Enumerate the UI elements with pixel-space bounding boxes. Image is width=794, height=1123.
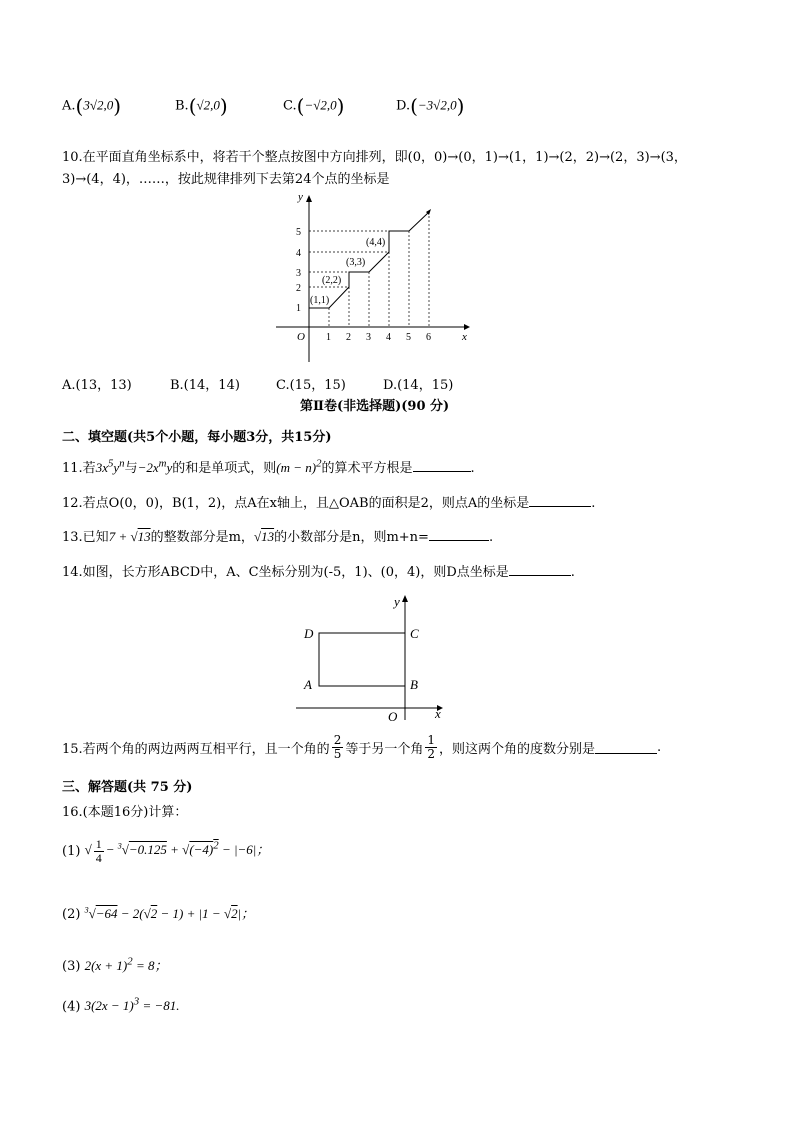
q11-term1: $3x^5y^n$: [95, 457, 125, 475]
q14: [62, 561, 575, 580]
rectangle-abcd: [319, 633, 405, 686]
x-tick: 4: [386, 332, 391, 343]
q12: [62, 492, 595, 511]
q11-answer-blank[interactable]: [413, 459, 471, 472]
q11-mid: 与: [124, 461, 138, 476]
item-label: (2): [62, 907, 81, 922]
q10-option-a: A.(13，13): [62, 378, 132, 393]
label-d: D: [304, 626, 314, 641]
point-label: (1,1): [310, 295, 330, 306]
label-c: C: [410, 626, 419, 641]
y-axis-arrow-icon: [402, 595, 408, 602]
q16-item-1: [62, 838, 269, 865]
x-axis-arrow-icon: [464, 324, 470, 330]
q14-text: 14.如图，长方形ABCD中，A、C坐标分别为(-5，1)、(0，4)，则D点坐标是: [62, 565, 509, 580]
q12-answer-blank[interactable]: [529, 494, 591, 507]
q16-expr-1: √ $\frac{1}{4}$ − $^3√-0.125 + √(-4)^2 - |-6|$；: [84, 837, 270, 865]
frac-den: 2: [427, 747, 435, 761]
q12-end: .: [591, 496, 596, 511]
point-label: (2,2): [322, 275, 342, 286]
y-axis-arrow-icon: [306, 195, 312, 202]
option-value: −3√2,0: [417, 97, 457, 113]
q13-suffix: 的小数部分是n，则m+n=: [274, 530, 429, 545]
q11-end: .: [470, 461, 475, 476]
label-a: A: [304, 677, 312, 692]
q11-suffix1: 的和是单项式，则: [172, 461, 277, 476]
q13-prefix: 13.已知: [62, 530, 109, 545]
origin-label: O: [388, 709, 398, 724]
option-label: C.: [283, 98, 297, 114]
origin-label: O: [297, 331, 305, 343]
x-tick: 2: [346, 332, 351, 343]
q13-answer-blank[interactable]: [429, 528, 489, 541]
q14-answer-blank[interactable]: [509, 563, 571, 576]
point-label: (4,4): [366, 237, 386, 248]
x-tick: 6: [426, 332, 431, 343]
x-axis-label: x: [435, 706, 441, 721]
q9-option-a: A.(3√2,0): [62, 94, 122, 118]
label-b: B: [410, 677, 418, 692]
option-value: √2,0: [196, 97, 220, 113]
item-label: (4): [62, 999, 81, 1015]
frac-num: 2: [333, 733, 342, 747]
q14-end: .: [570, 565, 575, 580]
q15-answer-blank[interactable]: [595, 741, 657, 754]
q13: [62, 526, 493, 545]
q11-expr: $(m - n)^2$: [276, 457, 322, 475]
frac-den: 5: [333, 747, 342, 761]
q11: [62, 457, 475, 476]
option-label: D.: [396, 98, 411, 114]
q15-prefix: 15.若两个角的两边两两互相平行，且一个角的: [62, 742, 330, 757]
q15: [62, 734, 661, 761]
q16-expr-3: $2(x + 1)^2 = 8$；: [84, 955, 168, 973]
q15-end: .: [657, 740, 662, 755]
q10-option-c: C.(15，15): [276, 378, 346, 393]
section2-heading: 二、填空题(共5个小题，每小题3分，共15分): [62, 430, 332, 445]
point-label: (3,3): [346, 257, 366, 268]
x-axis-label: x: [462, 331, 467, 343]
q15-frac1: [332, 734, 344, 761]
q13-mid: 的整数部分是m，: [150, 530, 254, 545]
q9-option-c: C.(−√2,0): [283, 94, 345, 118]
y-axis-label: y: [298, 191, 303, 203]
q13-expr1: 7 + √13: [108, 529, 151, 544]
y-tick: 1: [296, 303, 301, 314]
x-tick: 1: [326, 332, 331, 343]
q10-option-d: D.(14，15): [383, 378, 454, 393]
y-tick: 4: [296, 248, 301, 259]
option-label: A.: [62, 98, 76, 114]
q13-expr2: √13: [253, 529, 275, 544]
q10-text-line1: 10.在平面直角坐标系中，将若干个整点按图中方向排列，即(0，0)→(0，1)→(1，1)→(2，2)→(2，3)→(3，: [62, 150, 687, 165]
section3-heading: 三、解答题(共 75 分): [62, 780, 193, 795]
q10-graph: [276, 190, 476, 370]
frac-num: 1: [427, 733, 435, 747]
q11-prefix: 11.若: [62, 461, 96, 476]
part2-title: 第Ⅱ卷(非选择题)(90 分): [300, 399, 450, 414]
q9-option-b: B.(√2,0): [175, 94, 228, 118]
q12-text: 12.若点O(0，0)，B(1，2)，点A在x轴上，且△OAB的面积是2，则点A的坐标是: [62, 496, 530, 511]
q15-mid: 等于另一个角: [345, 742, 424, 757]
q16-title: 16.(本题16分)计算：: [62, 805, 188, 820]
q10-option-b: B.(14，14): [170, 378, 240, 393]
item-label: (3): [62, 959, 81, 974]
x-tick: 3: [366, 332, 371, 343]
q15-suffix: ，则这两个角的度数分别是: [438, 742, 595, 757]
q9-option-d: D.(−3√2,0): [396, 94, 465, 118]
x-tick: 5: [406, 332, 411, 343]
option-label: B.: [175, 98, 189, 114]
option-value: −√2,0: [304, 97, 337, 113]
q10-text-line2: 3)→(4，4)，……，按此规律排列下去第24个点的坐标是: [62, 172, 390, 187]
y-axis-label: y: [394, 594, 400, 609]
q15-frac2: [425, 734, 437, 761]
q16-expr-2: $^3$√−64 − 2(√2 − 1) + |1 − √2|；: [84, 905, 255, 921]
q11-term2: $-2x^my$: [137, 457, 173, 475]
y-tick: 3: [296, 268, 301, 279]
q16-item-3: [62, 955, 167, 974]
option-value: 3√2,0: [83, 97, 114, 113]
y-tick: 2: [296, 283, 301, 294]
q13-end: .: [488, 530, 494, 545]
q16-item-2: [62, 903, 254, 922]
q16-expr-4: $3(2x - 1)^3 = -81$.: [84, 996, 180, 1014]
q14-graph: [292, 590, 452, 725]
q11-suffix2: 的算术平方根是: [321, 461, 413, 476]
y-tick: 5: [296, 227, 301, 238]
q16-item-4: [62, 996, 179, 1014]
item-label: (1): [62, 844, 81, 859]
